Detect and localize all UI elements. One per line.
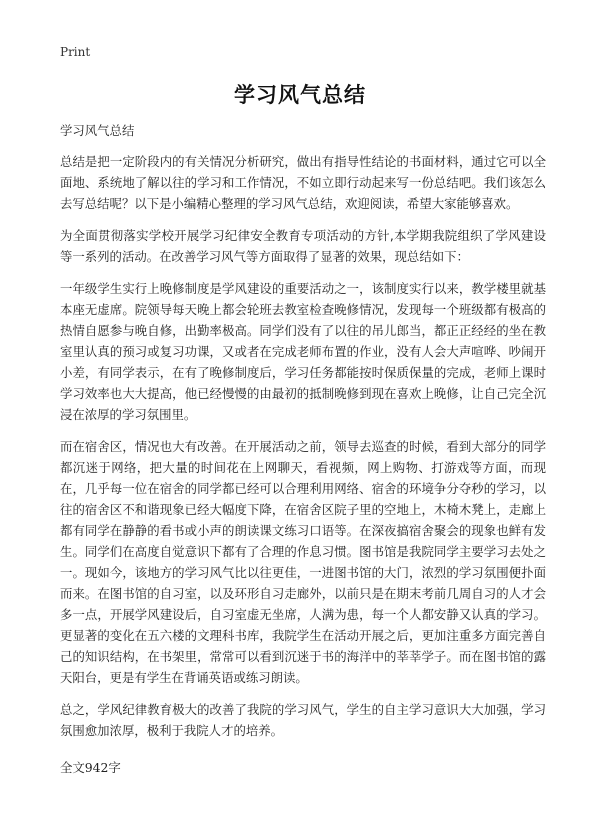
intro-paragraph: 总结是把一定阶段内的有关情况分析研究，做出有指导性结论的书面材料，通过它可以全面地、系统地了解以往的学习和工作情况，不如立即行动起来写一份总结吧。我们该怎么去写总结呢？以下是小编精心整理的学习风气总结，欢迎阅读，希望大家能够喜欢。 (60, 154, 546, 211)
article-body (60, 120, 546, 789)
evening-study-paragraph: 一年级学生实行上晚修制度是学风建设的重要活动之一，该制度实行以来，教学楼里就基本座无虚席。院领导每天晚上都会轮班去教室检查晚修情况，发现每一个班级都有极高的热情自愿参与晚自修，出勤率极高。同学们没有了以往的吊儿郎当，都正正经经的坐在教室里认真的预习或复习功课，又或者在完成老师布置的作业，没有人会大声喧哗、吵闹开小差，有同学表示，在有了晚修制度后，学习任务都能按时保质保量的完成，老师上课时学习效率也大大提高，他已经慢慢的由最初的抵制晚修到现在喜欢上晚修，让自己完全沉浸在浓厚的学习氛围里。 (60, 281, 546, 422)
print-link[interactable]: Print (60, 45, 91, 59)
article-subtitle: 学习风气总结 (60, 123, 135, 138)
word-count: 全文942字 (60, 760, 121, 775)
overview-paragraph: 为全面贯彻落实学校开展学习纪律安全教育专项活动的方针,本学期我院组织了学风建设等一系列的活动。在改善学习风气等方面取得了显著的效果，现总结如下： (60, 228, 546, 264)
dormitory-library-paragraph: 而在宿舍区，情况也大有改善。在开展活动之前，领导去巡查的时候，看到大部分的同学都沉迷于网络，把大量的时间花在上网聊天，看视频，网上购物、打游戏等方面，而现在，几乎每一位在宿舍的同学都已经可以合理利用网络、宿舍的环境争分夺秒的学习，以往的宿舍区不和谐现象已经大幅度下降，在宿舍区院子里的空地上，木椅木凳上，走廊上都有同学在静静的看书或小声的朗读课文练习口语等。在深夜搞宿舍聚会的现象也鲜有发生。同学们在高度自觉意识下都有了合理的作息习惯。图书馆是我院同学主要学习去处之一。现如今，该地方的学习风气比以往更佳，一进图书馆的大门，浓烈的学习氛围便扑面而来。在图书馆的自习室，以及环形自习走廊外，以前只是在期末考前几周自习的人才会多一点，开展学风建设后，自习室虚无坐席，人满为患，每一个人都安静又认真的学习。更显著的变化在五六楼的文理科书库，我院学生在活动开展之后，更加注重多方面完善自己的知识结构，在书架里，常常可以看到沉迷于书的海洋中的莘莘学子。而在图书馆的露天阳台，更是有学生在背诵英语或练习朗读。 (60, 439, 546, 685)
conclusion-paragraph: 总之，学风纪律教育极大的改善了我院的学习风气，学生的自主学习意识大大加强，学习氛围愈加浓厚，极利于我院人才的培养。 (60, 702, 546, 738)
page-title: 学习风气总结 (234, 83, 366, 107)
